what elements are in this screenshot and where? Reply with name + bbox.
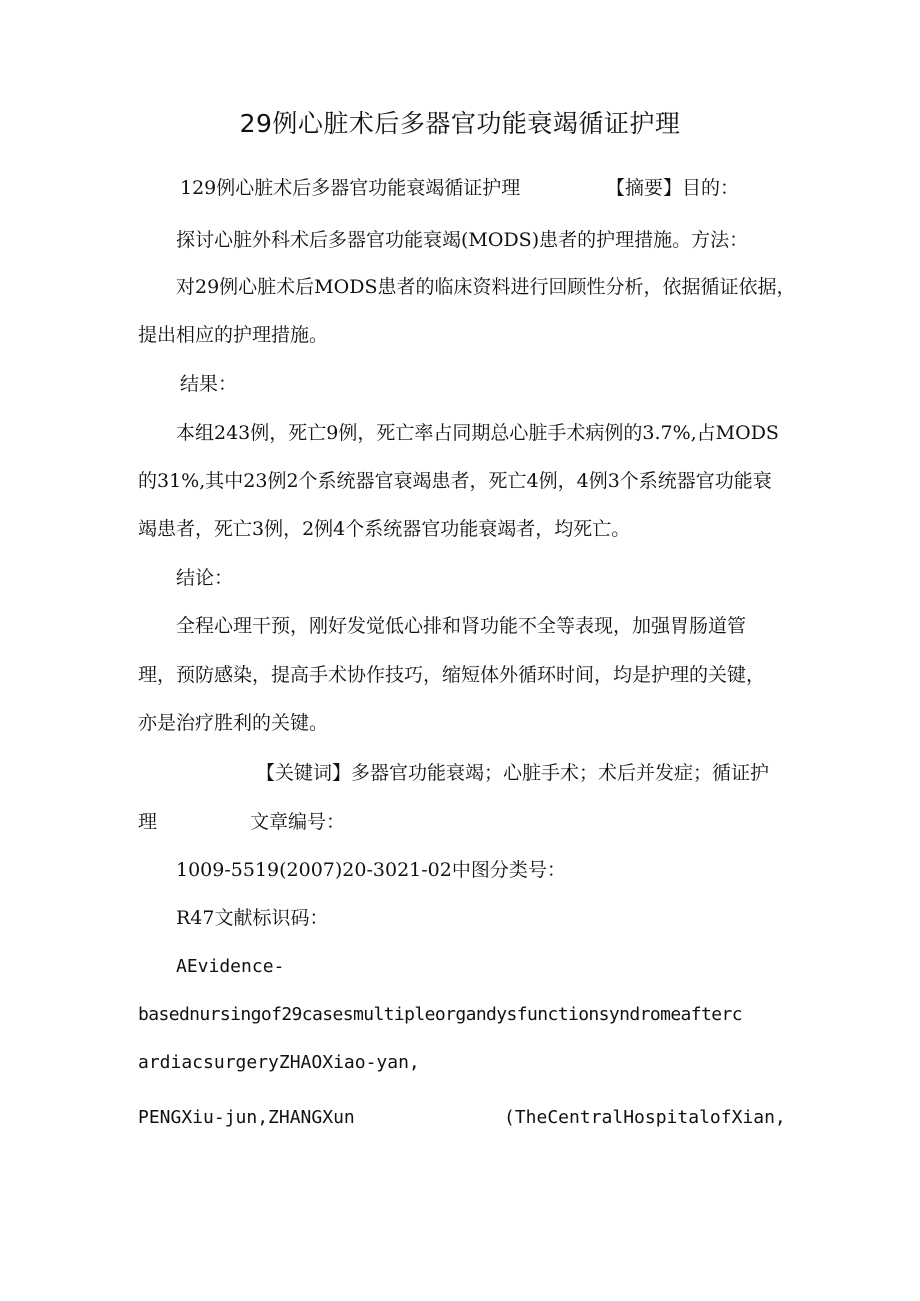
conclusion-line-3: 亦是治疗胜利的关键。 <box>138 712 329 734</box>
article-number: 1009-5519(2007)20-3021-02中图分类号： <box>176 859 566 881</box>
english-title-line-3: ardiacsurgeryZHAOXiao-yan, <box>138 1052 420 1073</box>
authors: PENGXiu-jun,ZHANGXun <box>138 1107 355 1128</box>
english-title-line-1: AEvidence- <box>176 956 285 977</box>
purpose-text: 探讨心脏外科术后多器官功能衰竭(MODS)患者的护理措施。方法： <box>176 229 749 251</box>
conclusion-line-1: 全程心理干预，刚好发觉低心排和肾功能不全等表现，加强胃肠道管 <box>176 615 747 637</box>
header-line-left: 129例心脏术后多器官功能衰竭循证护理 <box>180 177 521 199</box>
english-title-line-2: basednursingof29casesmultipleorgandysfunctionsyndromeafterc <box>138 1004 742 1025</box>
conclusion-heading: 结论： <box>176 567 234 589</box>
conclusion-line-2: 理，预防感染，提高手术协作技巧，缩短体外循环时间，均是护理的关键， <box>138 664 766 686</box>
classification: R47文献标识码： <box>176 907 329 929</box>
result-line-3: 竭患者，死亡3例，2例4个系统器官功能衰竭者，均死亡。 <box>138 518 631 540</box>
result-line-1: 本组243例，死亡9例，死亡率占同期总心脏手术病例的3.7%,占MODS <box>176 422 779 444</box>
method-line-1: 对29例心脏术后MODS患者的临床资料进行回顾性分析，依据循证依据， <box>176 276 796 298</box>
keywords-line-1: 【关键词】多器官功能衰竭；心脏手术；术后并发症；循证护 <box>256 762 770 784</box>
method-line-2: 提出相应的护理措施。 <box>138 324 329 346</box>
result-line-2: 的31%,其中23例2个系统器官衰竭患者，死亡4例，4例3个系统器官功能衰 <box>138 470 772 492</box>
affiliation: (TheCentralHospitalofXian, <box>504 1107 786 1128</box>
article-number-label: 文章编号： <box>250 811 346 833</box>
keywords-line-2-left: 理 <box>138 811 158 833</box>
abstract-label: 【摘要】目的： <box>606 177 740 199</box>
result-heading: 结果： <box>180 373 238 395</box>
document-title: 29例心脏术后多器官功能衰竭循证护理 <box>239 109 681 138</box>
